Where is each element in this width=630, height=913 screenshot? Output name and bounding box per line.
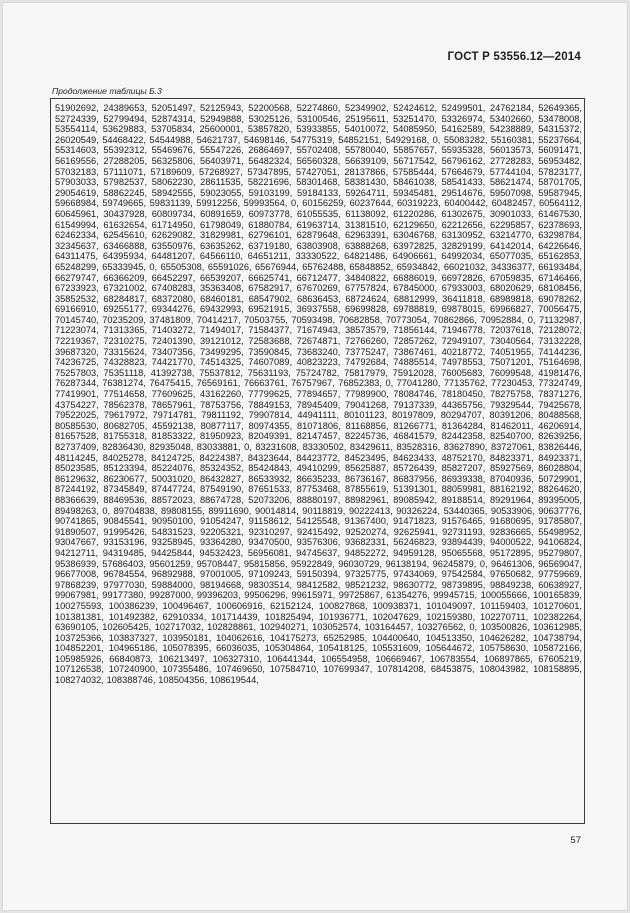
document-page [2, 2, 628, 911]
table-continuation-caption: Продолжение таблицы Б.3 [52, 86, 162, 96]
table-number-sequence: 51902692, 24389653, 52051497, 52125943, 52200568, 52274860, 52349902, 52424612, 52499501, 24762184, 52649365, 52724339, 52799494, 52874314, 52949888, 53025126, 53100546, 25195611, 53251470, 53326974, 53402660, 53478008, 53554114, 53629883, 53705834, 25600001, 53857820, 53933855, 54010072, 54085950, 54162589, 54238889, 54315372, 26020549, 54468422, 54544988, 54621737, 54698146, 54775319, 54852151, 54929168, 0, 55083282, 55160381, 55237664, 55314603, 55392312, 55469676, 55547226, 26864697, 55702408, 55780040, 55857657, 55935328, 56013573, 56091471, 56169556, 27288205, 56325806, 56403971, 56482324, 56560328, 56639109, 56717542, 56796162, 27728283, 56953482, 57032183, 57111071, 57189609, 57268927, 57347895, 57427051, 28137866, 57585444, 57664679, 57744104, 57823177, 57903033, 57982537, 58062230, 28611535, 58221696, 58301468, 58381430, 58461038, 58541433, 58621474, 58701705, 29054619, 58862245, 58942555, 59023055, 59103199, 59184133, 59264711, 59345481, 29514676, 59507098, 59587945, 59668984, 59749665, 59831139, 59912256, 59993564, 0, 60156259, 60237644, 60319223, 60400442, 60482457, 60564112, 60645961, 30437928, 60809734, 60891659, 60973778, 61055535, 61138092, 61220286, 61302675, 30901033, 61467530, 61549994, 61632654, 61714950, 61798049, 61880784, 61963714, 31381510, 62129650, 62212656, 62295857, 62378693, 62462334, 62545610, 62629082, 31829981, 62796101, 62879648, 62963391, 63046768, 63130952, 63214770, 63298784, 32345637, 63466888, 63550976, 63635262, 63719180, 63803908, 63888268, 63972825, 32829199, 64142014, 64226646, 64311475, 64395934, 64481207, 64566110, 64651211, 33330522, 64821486, 64906661, 64992034, 65077035, 65162853, 65248299, 65333945, 0, 65505308, 65591026, 65676944, 65762488, 65848852, 65934842, 66021032, 34336377, 66193484, 66279747, 66366209, 66452297, 66539207, 66625741, 66712477, 34840822, 66886019, 66972826, 67059835, 67146466, 67233923, 67321002, 67408283, 35363408, 67582917, 67670269, 67757824, 67845000, 67933003, 68020629, 68108456, 35852532, 68284817, 68372080, 68460181, 68547902, 68636453, 68724624, 68812999, 36411818, 68989818, 69078262, 69166910, 69255177, 69344276, 69432993, 69521915, 36937558, 69699828, 69788819, 69878015, 69966827, 70056475, 70145740, 70235209, 37481809, 70414217, 70503755, 70593498, 70682858, 70773054, 70862866, 70952884, 0, 71132987, 71223074, 71313365, 71403272, 71494017, 71584377, 71674943, 38573579, 71856144, 71946778, 72037618, 72128072, 72219367, 72310275, 72401390, 39121012, 72583688, 72674871, 72766260, 72857262, 72949107, 73040564, 73132228, 39687320, 73315624, 73407356, 73499295, 73590845, 73683240, 73775247, 73867461, 40218772, 74051955, 74144236, 74236725, 74328823, 74421770, 74514325, 74607089, 40823223, 74792684, 74885514, 74978553, 75071201, 75164698, 75257803, 75351118, 41392738, 75537812, 75631193, 75724782, 75817979, 75912028, 76005683, 76099548, 41981476, 76287344, 76381274, 76475415, 76569161, 76663761, 76757967, 76852383, 0, 77041280, 77135762, 77230453, 77324749, 77419901, 77514658, 77609625, 43162260, 77799625, 77894657, 77989900, 78084746, 78180450, 78275758, 78371276, 43754227, 78562378, 78657961, 78753756, 78849153, 78945409, 79041268, 79137339, 44365756, 79329544, 79425678, 79522025, 79617972, 79714781, 79811192, 79907814, 44941111, 80101123, 80197809, 80294707, 80391206, 80488568, 80585530, 80682705, 45592138, 80877117, 80974355, 81071806, 81168856, 81266771, 81364284, 81462011, 46206914, 81657528, 81755318, 81853322, 81950923, 82049391, 82147457, 82245736, 46841579, 82442358, 82540700, 82639256, 82737409, 82836430, 82935048, 83033881, 0, 83231608, 83330502, 83429611, 83528316, 83627890, 83727061, 83826446, 48114245, 84025278, 84124725, 84224387, 84323644, 84423772, 84523495, 84623433, 48752170, 84823371, 84923371, 85023585, 85123394, 85224076, 85324352, 85424843, 49410299, 85625887, 85726439, 85827207, 85927569, 86028804, 86129632, 86230677, 50031020, 86432827, 86533932, 86635233, 86736167, 86837956, 86939338, 87040936, 50729901, 87244192, 87345849, 87447724, 87549190, 87651533, 87753468, 87855619, 51391301, 88059981, 88162192, 88264620, 88366639, 88469536, 88572023, 88674728, 52073206, 88880197, 88982961, 89085942, 89188514, 89291964, 89395005, 89498263, 0, 89704838, 89808155, 89911690, 90014814, 90118819, 90222413, 90326224, 53440365, 90533906, 90637776, 90741865, 90845541, 90950100, 91054247, 91158612, 54125548, 91367400, 91471823, 91576465, 91680695, 91785807, 91890507, 91995426, 54831523, 92205321, 92310297, 92415492, 92520274, 92625941, 92731193, 92836665, 55498952, 93047667, 93153196, 93258945, 93364280, 93470500, 93576306, 93682331, 56246823, 93894439, 94000522, 94106824, 94212711, 94319485, 94425844, 94532423, 56956081, 94745637, 94852272, 94959128, 95065568, 95172895, 95279807, 95386939, 57686403, 95601259, 95708447, 95815856, 95922849, 96030729, 96138194, 96245879, 0, 96461306, 96569047, 96677008, 96784554, 96892988, 97001005, 97109243, 59150394, 97325775, 97434069, 97542584, 97650682, 97759669, 97868239, 97977030, 59884000, 98194668, 98303514, 98412582, 98521232, 98630772, 98739895, 98849238, 60638927, 99067981, 99177380, 99287000, 99396203, 99506296, 99615971, 99725867, 61354276, 99945715, 100055666, 100165839, 100275593, 100386239, 100496467, 100606916, 62152124, 100827868, 100938371, 101049097, 101159403, 101270601, 101381381, 101492382, 62910334, 101714439, 101825494, 101936771, 102047629, 102159380, 102270711, 102382264, 63690105, 102605425, 102717032, 102828861, 102940271, 103052574, 103164457, 103276562, 0, 103500826, 103612985, 103725366, 103837327, 103950181, 104062616, 104175273, 65252985, 104400640, 104513350, 104626282, 104738794, 104852201, 104965186, 105078395, 66036035, 105304864, 105418125, 105531609, 105644672, 105758630, 105872166, 105985926, 66840873, 106213497, 106327310, 106441344, 106554958, 106669467, 106783554, 106897865, 67605219, 107126538, 107240900, 107355486, 107469650, 107584710, 107699347, 107814208, 68453875, 108043982, 108158895, 108274032, 108388746, 108504356, 108619544, [55, 103, 582, 686]
page-number: 57 [570, 835, 581, 846]
table-frame [50, 98, 585, 824]
standard-header: ГОСТ Р 53556.12—2014 [447, 51, 581, 63]
